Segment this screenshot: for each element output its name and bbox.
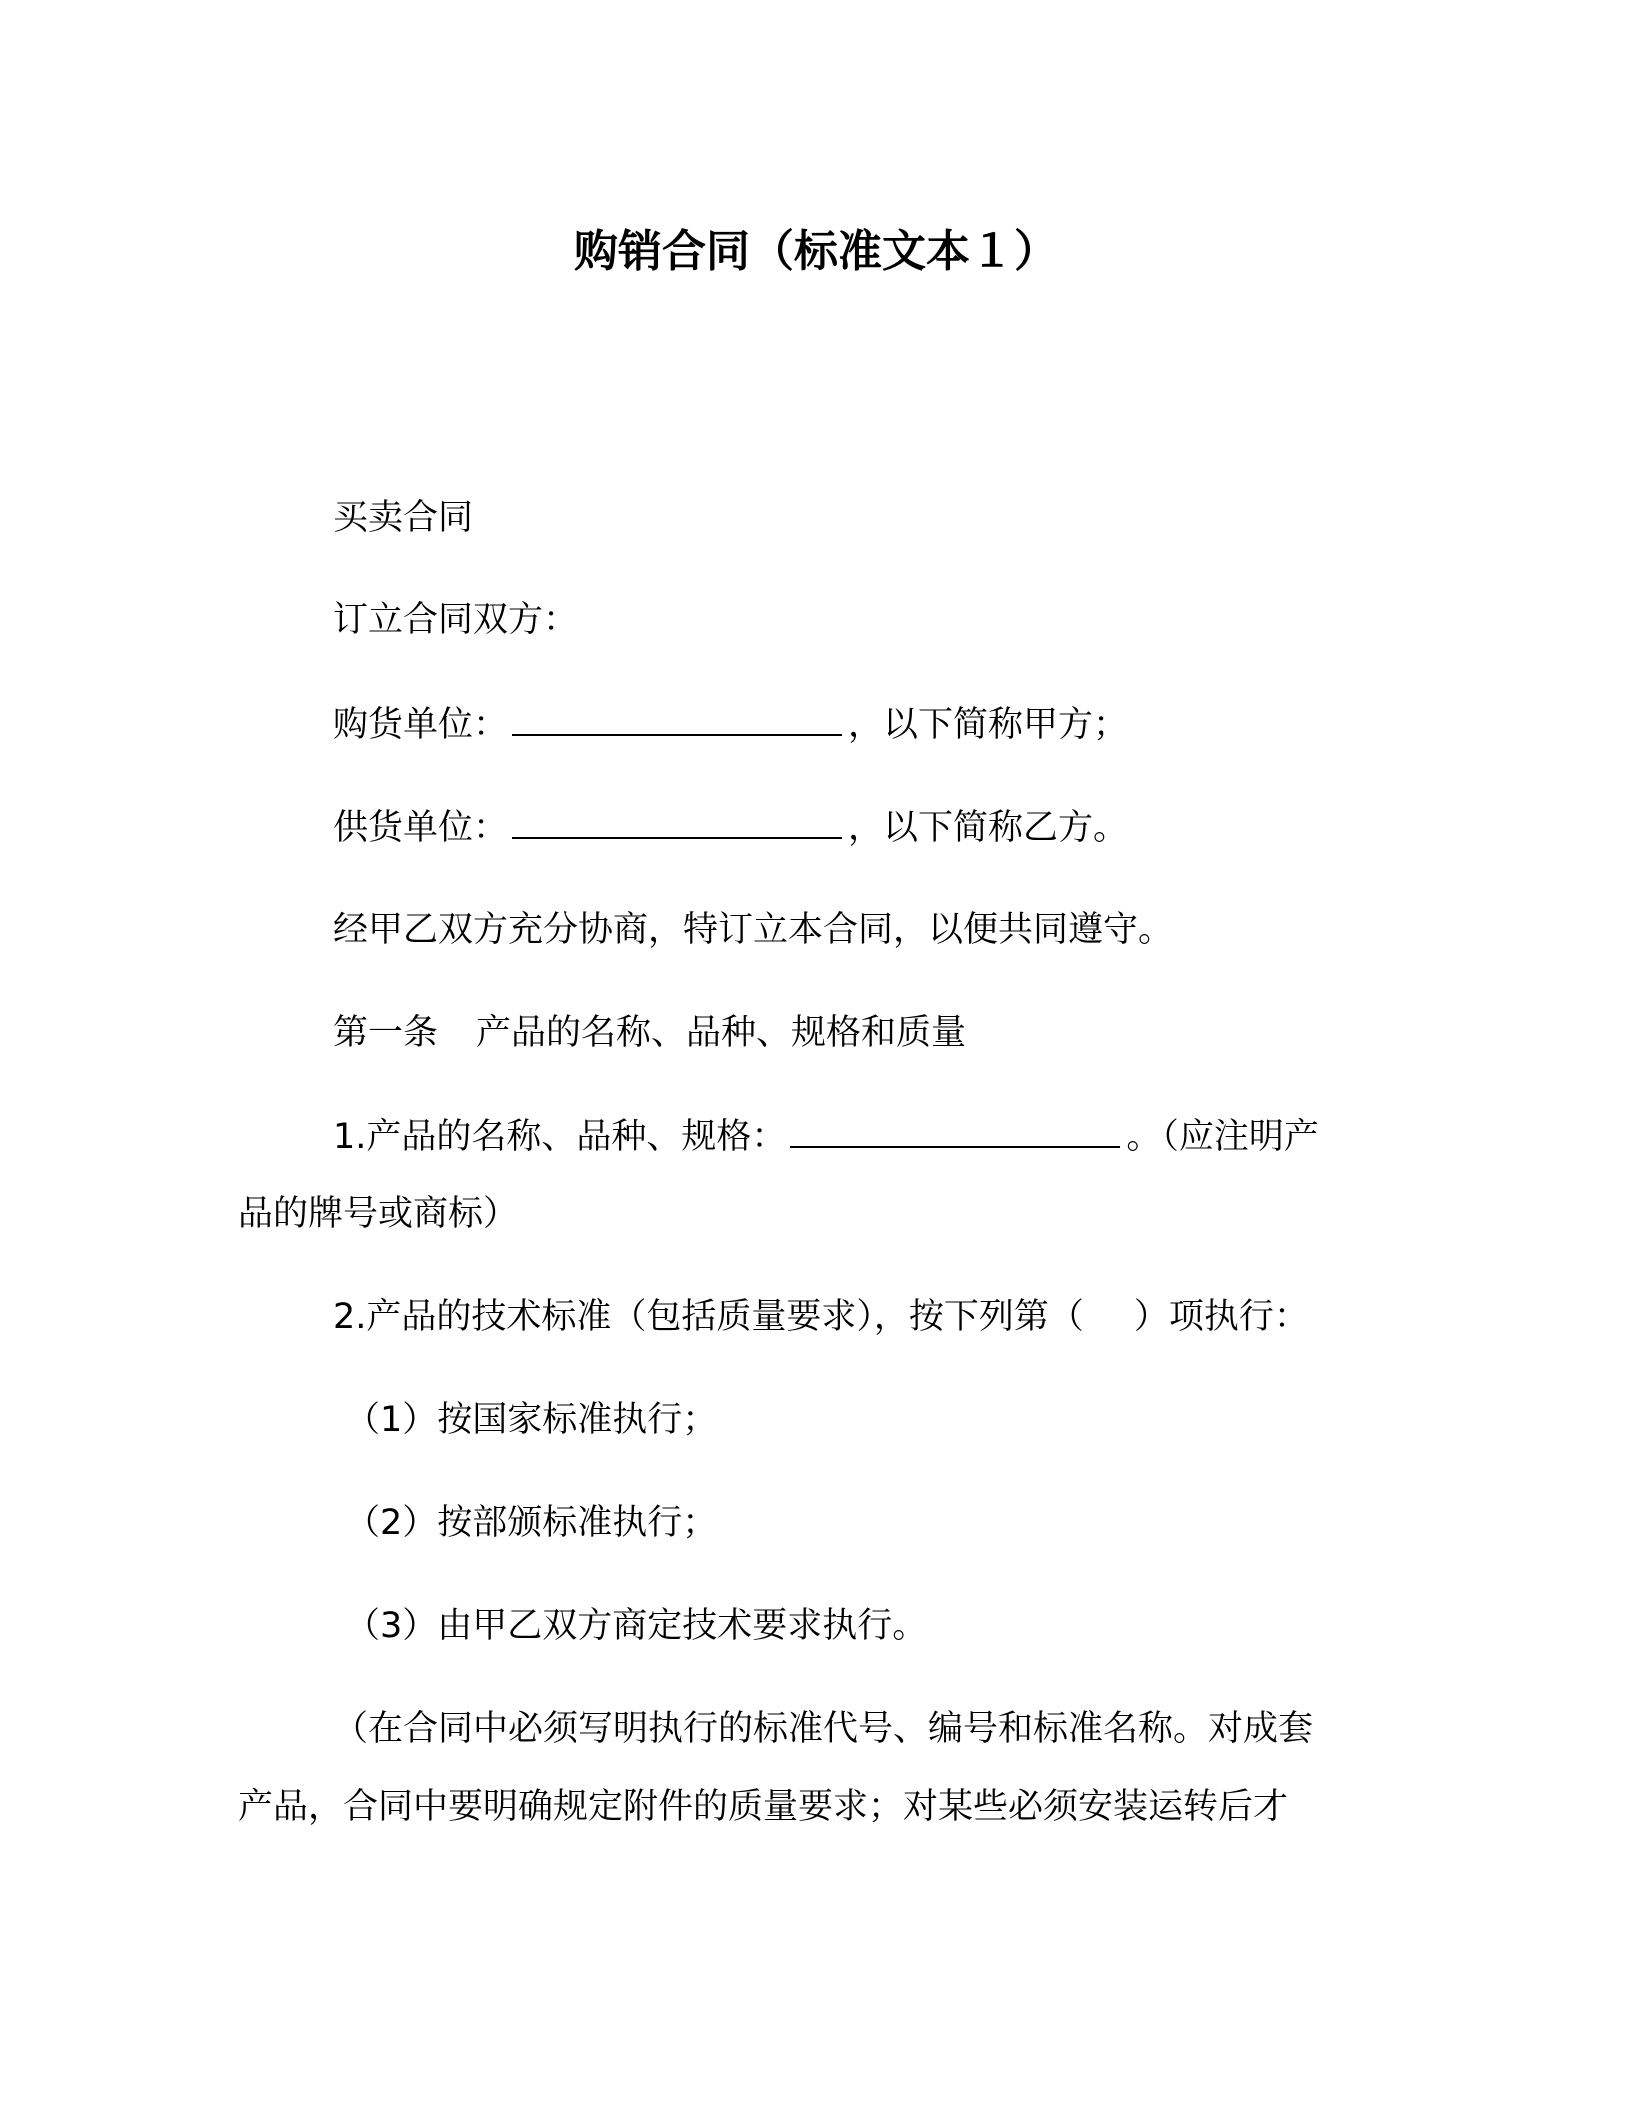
buyer-blank-field (512, 700, 842, 736)
seller-suffix: ，以下简称乙方。 (848, 808, 1129, 848)
seller-label: 供货单位： (333, 808, 509, 848)
seller-blank-field (512, 803, 842, 839)
buyer-suffix: ，以下简称甲方； (848, 705, 1129, 745)
item-2-text-before: 2.产品的技术标准（包括质量要求），按下列第（ (333, 1297, 1084, 1337)
document-title: 购销合同（标准文本１） (574, 226, 1058, 277)
note-line-2: 产品，合同中要明确规定附件的质量要求；对某些必须安装运转后才 (238, 1787, 1289, 1827)
article-1-heading (333, 1009, 966, 1057)
option-1: （1）按国家标准执行； (345, 1400, 718, 1440)
item-1-line-2: 品的牌号或商标） (238, 1194, 519, 1234)
seller-line (333, 803, 1128, 852)
item-2-line (333, 1293, 1309, 1341)
item-2-text-after: ）项执行： (1133, 1297, 1309, 1337)
item-1-suffix: 。（应注明产 (1126, 1117, 1319, 1157)
option-2: （2）按部颁标准执行； (345, 1503, 718, 1543)
buyer-line (333, 700, 1128, 749)
option-3: （3）由甲乙双方商定技术要求执行。 (345, 1606, 928, 1646)
buyer-label: 购货单位： (333, 705, 509, 745)
article-1-title: 产品的名称、品种、规格和质量 (476, 1013, 967, 1053)
item-1-line-1 (333, 1112, 1319, 1161)
article-1-number: 第一条 (333, 1013, 439, 1053)
parties-heading: 订立合同双方： (333, 600, 579, 640)
item-1-label: 1.产品的名称、品种、规格： (333, 1117, 787, 1157)
intro-paragraph: 经甲乙双方充分协商，特订立本合同，以便共同遵守。 (333, 910, 1174, 950)
product-name-blank-field (790, 1112, 1120, 1148)
note-line-1: （在合同中必须写明执行的标准代号、编号和标准名称。对成套 (333, 1709, 1314, 1749)
contract-subtitle: 买卖合同 (333, 498, 474, 538)
